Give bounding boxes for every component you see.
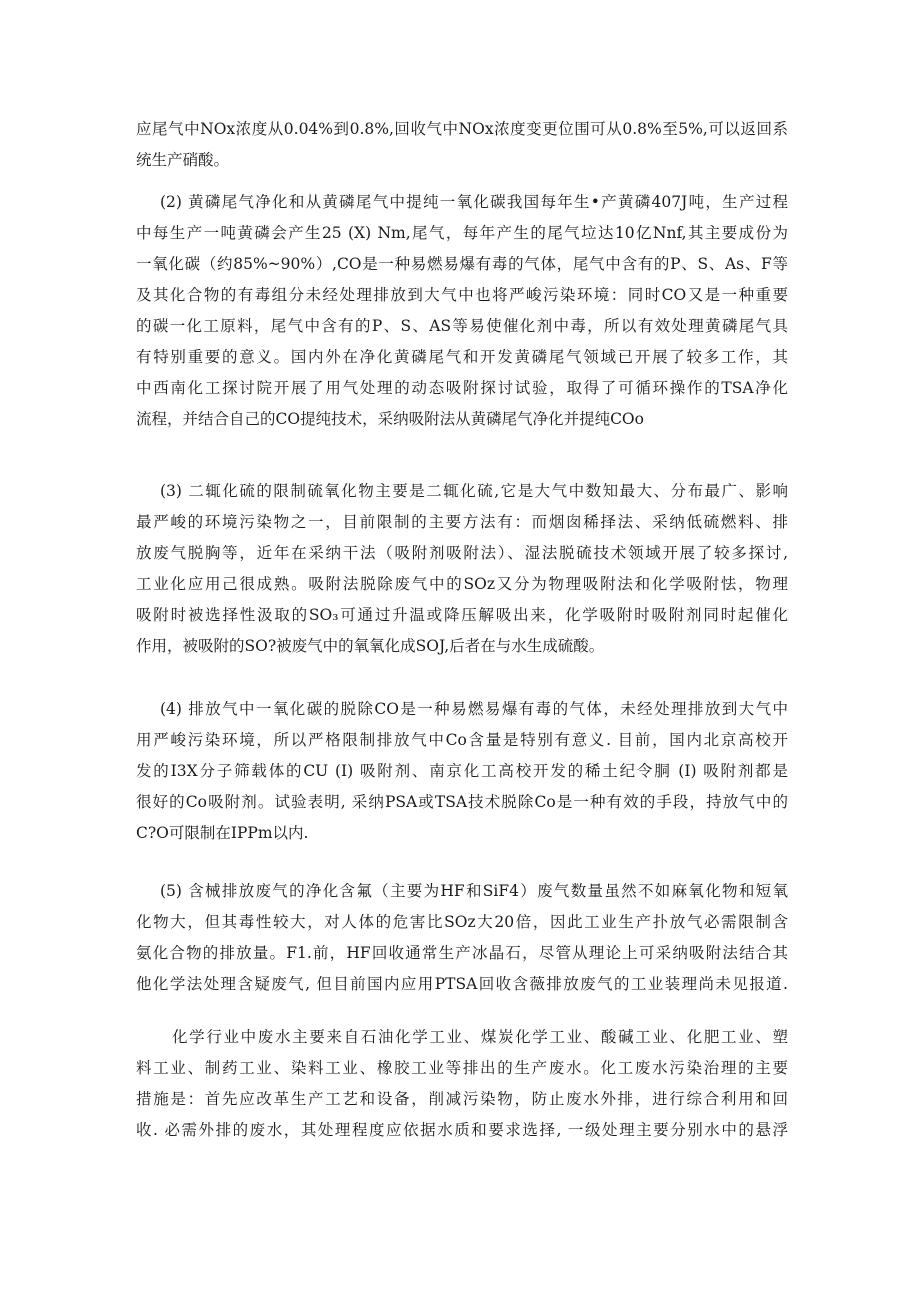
text-line: 发的I3X分子筛载体的CU (I) 吸附剂、南京化工高校开发的稀土纪令胴 (I) 吸附剂都是 <box>136 762 788 780</box>
text-line: 氨化合物的排放量。F1.前，HF回收通常生产冰晶石，尽管从理论上可采纳吸附法结合其 <box>136 944 788 962</box>
text-line: 应尾气中NOx浓度从0.04%到0.8%,回收气中NOx浓度变更位围可从0.8%至5%,可以返回系 <box>136 120 788 138</box>
paragraph-p5 <box>136 1022 788 1146</box>
text-line: 化物大，但其毒性较大，对人体的危害比SOz大20倍，因此工业生产扑放气必需限制含 <box>136 913 788 931</box>
text-line: 及其化合物的有毒组分未经处理排放到大气中也将严峻污染环境：同时CO又是一种重要 <box>136 286 788 304</box>
text-line: 有特别重要的意义。国内外在净化黄磷尾气和开发黄磷尾气领域已开展了较多工作，其 <box>136 348 788 366</box>
paragraph-p4 <box>136 876 788 1000</box>
text-line: 作用，被吸附的SO?被废气中的氧氧化成SOJ,后者在与水生成硫酸。 <box>136 637 605 655</box>
paragraph-p1 <box>136 187 788 435</box>
paragraph-p3 <box>136 694 788 849</box>
paragraph-p0 <box>136 114 788 176</box>
text-line: 他化学法处理含疑废气, 但目前国内应用PTSA回收含薇排放废气的工业装理尚未见报道. <box>136 975 788 993</box>
text-line: C?O可限制在IPPm以内. <box>136 824 309 842</box>
text-line: 化学行业中废水主要来自石油化学工业、煤炭化学工业、酸碱工业、化肥工业、塑 <box>172 1028 788 1046</box>
text-line: 最严峻的环境污染物之一，目前限制的主要方法有：而烟囱稀择法、采纳低硫燃料、排 <box>136 513 788 531</box>
text-line: 中西南化工探讨院开展了用气处理的动态吸附探讨试验，取得了可循环操作的TSA净化 <box>136 379 788 397</box>
text-line: 的碳一化工原料，尾气中含有的P、S、AS等易使催化剂中毒，所以有效处理黄磷尾气具 <box>136 317 788 335</box>
text-line: (4) 排放气中一氧化碳的脱除CO是一种易燃易爆有毒的气体，未经处理排放到大气中 <box>160 700 788 718</box>
text-line: 一氧化碳（约85%~90%）,CO是一种易燃易爆有毒的气体，尾气中含有的P、S、As、F等 <box>136 255 788 273</box>
text-line: 很好的Co吸附剂。试验表明, 采纳PSA或TSA技术脱除Co是一种有效的手段，持放气中的 <box>136 793 788 811</box>
text-line: 中每生产一吨黄磷会产生25 (X) Nm,尾气，每年产生的尾气垃达10亿Nnf,其主要成份为 <box>136 224 788 242</box>
text-line: 料工业、制药工业、染料工业、橡胶工业等排出的生产废水。化工废水污染治理的主要 <box>136 1059 788 1077</box>
text-line: 放废气脱胸等，近年在采纳干法（吸附剂吸附法）、湿法脱硫技术领域开展了较多探讨, <box>136 544 788 562</box>
text-line: 吸附时被选择性汲取的SO₃可通过升温或降压解吸出来，化学吸附时吸附剂同时起催化 <box>136 606 788 624</box>
text-line: (2) 黄磷尾气净化和从黄磷尾气中提纯一氧化碳我国每年生•产黄磷407J吨，生产过程 <box>160 193 788 211</box>
text-line: 措施是：首先应改革生产工艺和设备，削减污染物，防止废水外排，进行综合利用和回 <box>136 1090 788 1108</box>
paragraph-p2 <box>136 476 788 662</box>
text-line: (5) 含械排放废气的净化含氟（主要为HF和SiF4）废气数量虽然不如麻氧化物和短氧 <box>160 882 788 900</box>
text-line: 工业化应用己很成熟。吸附法脱除废气中的SOz又分为物理吸附法和化学吸附怯，物理 <box>136 575 788 593</box>
text-line: 统生产硝酸。 <box>136 151 230 169</box>
text-line: 用严峻污染环境，所以严格限制排放气中Co含量是特别有意义. 目前，国内北京高校开 <box>136 731 788 749</box>
text-line: 流程，并结合自己的CO提纯技术，采纳吸附法从黄磷尾气净化并提纯COo <box>136 410 644 428</box>
text-line: 收. 必需外排的废水，其处理程度应依据水质和要求选择, 一级处理主要分别水中的悬浮 <box>136 1121 788 1139</box>
text-line: (3) 二辄化硫的限制硫氧化物主要是二辄化硫,它是大气中数知最大、分布最广、影响 <box>160 482 788 500</box>
